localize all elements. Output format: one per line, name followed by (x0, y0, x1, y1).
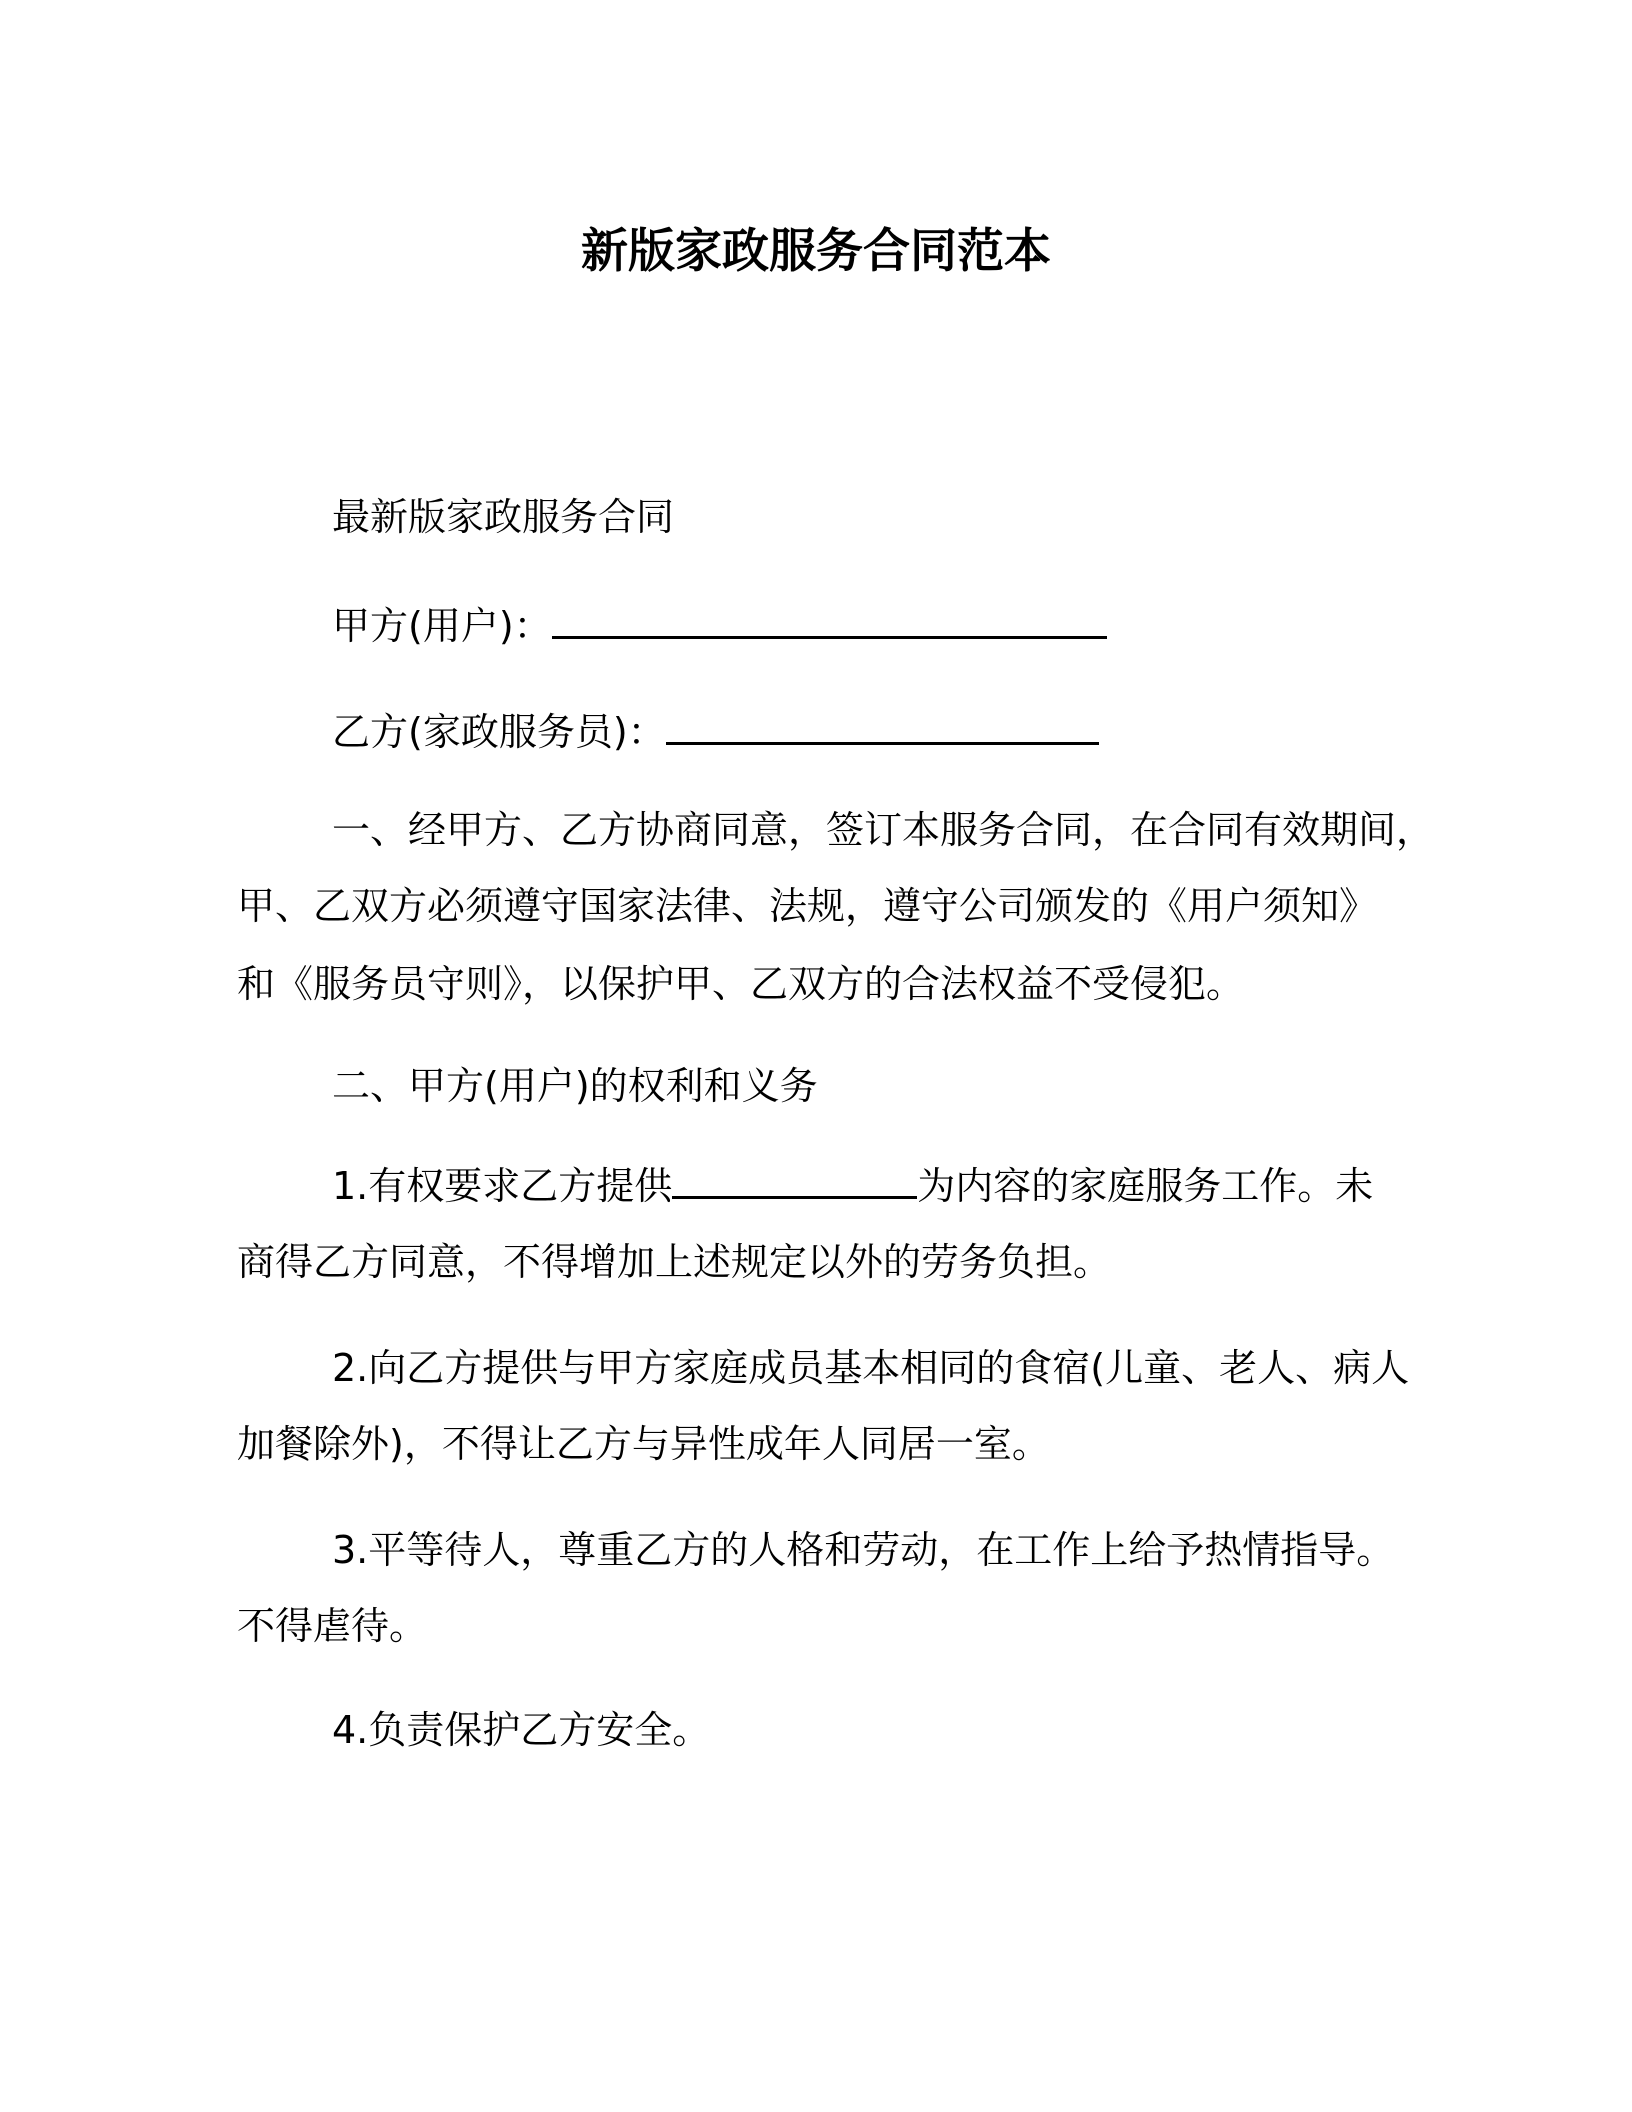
party-b-line (332, 706, 1099, 758)
clause1-line2: 甲、乙双方必须遵守国家法律、法规，遵守公司颁发的《用户须知》 (237, 884, 1378, 928)
item3-line1: 3.平等待人，尊重乙方的人格和劳动，在工作上给予热情指导。 (332, 1528, 1395, 1572)
item3-line2: 不得虐待。 (237, 1604, 428, 1648)
clause1-line1: 一、经甲方、乙方协商同意，签订本服务合同，在合同有效期间， (332, 808, 1435, 852)
item1-suffix: 为内容的家庭服务工作。未 (917, 1164, 1374, 1208)
item1-line2: 商得乙方同意，不得增加上述规定以外的劳务负担。 (237, 1240, 1112, 1284)
item1-prefix: 1.有权要求乙方提供 (332, 1164, 673, 1208)
party-a-label: 甲方(用户)： (332, 604, 552, 648)
item2-line2: 加餐除外)，不得让乙方与异性成年人同居一室。 (237, 1422, 1050, 1466)
item4-line1: 4.负责保护乙方安全。 (332, 1708, 711, 1752)
party-b-blank (666, 712, 1099, 745)
section2-heading: 二、甲方(用户)的权利和义务 (332, 1064, 818, 1108)
item1-blank (672, 1166, 917, 1199)
party-a-line (332, 600, 1107, 652)
party-b-label: 乙方(家政服务员)： (332, 710, 666, 754)
party-a-blank (552, 606, 1107, 639)
clause1-line3: 和《服务员守则》，以保护甲、乙双方的合法权益不受侵犯。 (237, 962, 1245, 1006)
item1-line1 (332, 1160, 1373, 1212)
document-title: 新版家政服务合同范本 (581, 224, 1051, 279)
item2-line1: 2.向乙方提供与甲方家庭成员基本相同的食宿(儿童、老人、病人 (332, 1346, 1410, 1390)
document-subtitle: 最新版家政服务合同 (332, 495, 675, 539)
